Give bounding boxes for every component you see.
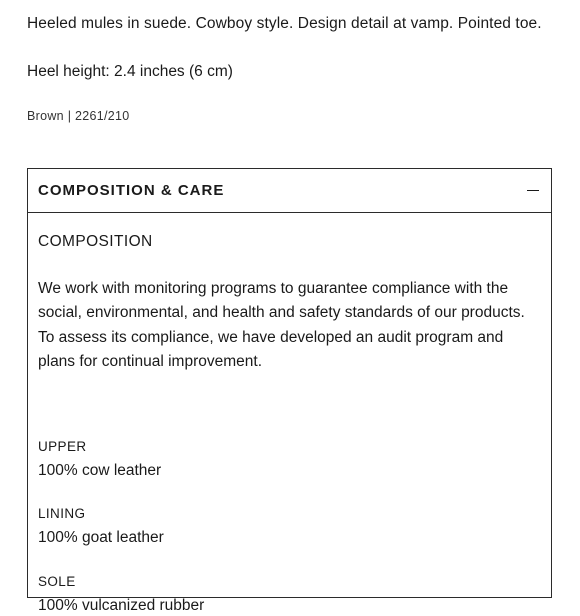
statement-line: To assess its compliance, we have developed an audit program and [38,328,504,346]
lining-value: 100% goat leather [38,529,164,546]
product-description: Heeled mules in suede. Cowboy style. Design detail at vamp. Pointed toe. [27,15,542,32]
color-reference: Brown | 2261/210 [27,109,130,123]
composition-care-header[interactable] [28,169,551,213]
statement-line: social, environmental, and health and safety standards of our products. [38,304,525,322]
compliance-statement [38,277,538,374]
sole-label: SOLE [38,574,76,589]
statement-line: We work with monitoring programs to guarantee compliance with the [38,280,509,297]
heel-height: Heel height: 2.4 inches (6 cm) [27,63,233,80]
upper-value: 100% cow leather [38,462,162,479]
minus-icon[interactable] [527,190,539,191]
upper-label: UPPER [38,439,87,454]
lining-label: LINING [38,506,86,521]
panel-title: COMPOSITION & CARE [38,182,225,199]
composition-care-panel [27,168,552,614]
statement-line: plans for continual improvement. [38,352,263,370]
composition-heading: COMPOSITION [38,233,153,250]
sole-value: 100% vulcanized rubber [38,597,205,614]
